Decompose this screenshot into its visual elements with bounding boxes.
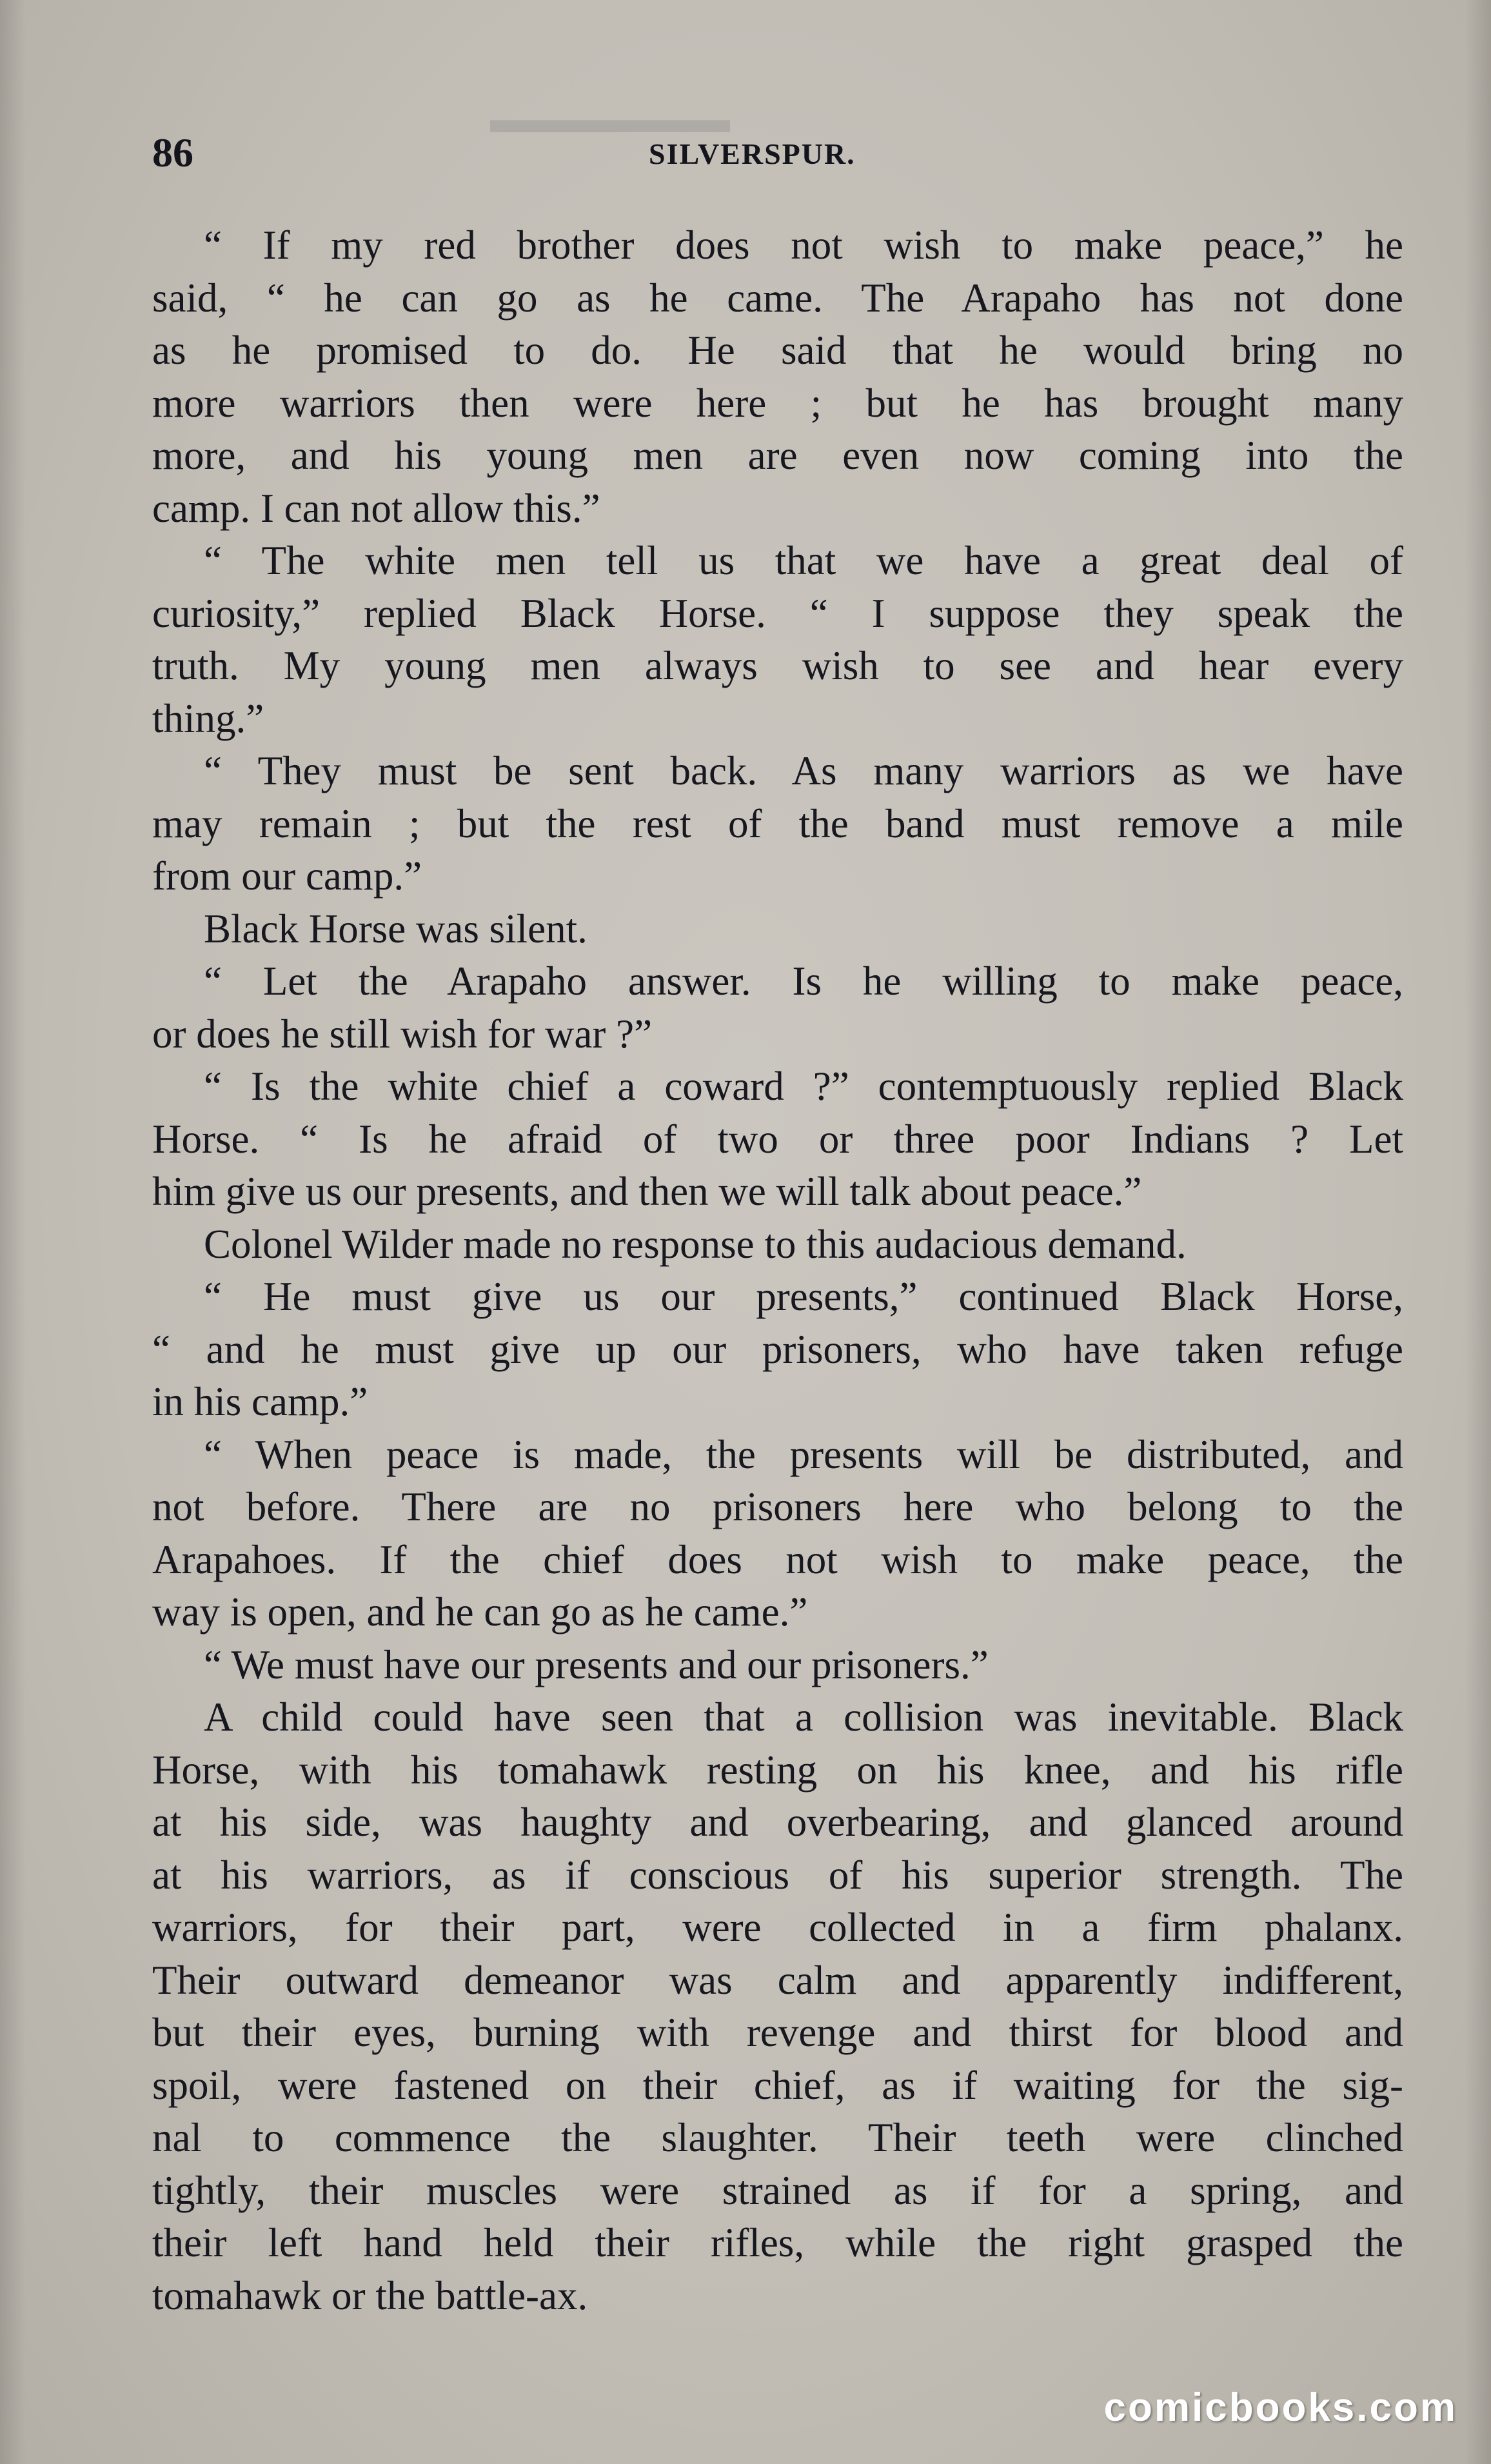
text-line: “ When peace is made, the presents will be distributed, and: [204, 1431, 1403, 1477]
text-line: spoil, were fastened on their chief, as if waiting for the sig-: [152, 2062, 1403, 2108]
text-line: nal to commence the slaughter. Their teeth were clinched: [152, 2115, 1403, 2160]
text-line: tomahawk or the battle-ax.: [152, 2272, 588, 2318]
bleed-through-text: ▬▬▬▬▬▬: [490, 97, 730, 141]
text-line: as he promised to do. He said that he would bring no: [152, 328, 1403, 373]
text-line: “ We must have our presents and our prisoners.”: [204, 1642, 989, 1687]
text-line: “ Let the Arapaho answer. Is he willing to make peace,: [204, 959, 1403, 1004]
text-line: him give us our presents, and then we will talk about peace.”: [152, 1169, 1142, 1214]
text-line: Horse, with his tomahawk resting on his knee, and his rifle: [152, 1747, 1403, 1793]
text-line: Colonel Wilder made no response to this audacious demand.: [204, 1221, 1187, 1267]
text-line: or does he still wish for war ?”: [152, 1011, 653, 1057]
text-line: “ The white men tell us that we have a great deal of: [204, 538, 1403, 583]
running-title: SILVERSPUR.: [649, 137, 856, 170]
text-line: may remain ; but the rest of the band must remove a mile: [152, 800, 1403, 846]
text-line: Horse. “ Is he afraid of two or three poor Indians ? Let: [152, 1116, 1403, 1162]
text-line: way is open, and he can go as he came.”: [152, 1589, 808, 1634]
text-line: from our camp.”: [152, 853, 422, 899]
page-header: [152, 129, 1403, 181]
text-line: not before. There are no prisoners here who belong to the: [152, 1484, 1403, 1529]
text-line: “ and he must give up our prisoners, who have taken refuge: [152, 1326, 1403, 1372]
text-line: Their outward demeanor was calm and apparently indifferent,: [152, 1957, 1403, 2003]
page-number: 86: [152, 130, 193, 175]
text-line: tightly, their muscles were strained as if for a spring, and: [152, 2167, 1403, 2213]
text-line: “ They must be sent back. As many warriors as we have: [204, 748, 1403, 793]
text-line: more warriors then were here ; but he has brought many: [152, 380, 1403, 426]
text-line: Arapahoes. If the chief does not wish to make peace, the: [152, 1536, 1403, 1582]
text-line: Black Horse was silent.: [204, 906, 588, 951]
text-line: curiosity,” replied Black Horse. “ I suppose they speak the: [152, 590, 1403, 636]
text-line: “ He must give us our presents,” continued Black Horse,: [204, 1274, 1403, 1319]
page-edge-shadow: [1465, 0, 1491, 2464]
text-line: more, and his young men are even now coming into the: [152, 433, 1403, 478]
text-line: but their eyes, burning with revenge and thirst for blood and: [152, 2010, 1403, 2055]
text-line: truth. My young men always wish to see and hear every: [152, 643, 1403, 688]
text-line: at his side, was haughty and overbearing, and glanced around: [152, 1800, 1403, 1845]
text-line: their left hand held their rifles, while the right grasped the: [152, 2220, 1403, 2265]
page-edge-shadow: [0, 0, 26, 2464]
text-line: in his camp.”: [152, 1379, 368, 1424]
text-line: “ If my red brother does not wish to make peace,” he: [204, 223, 1403, 268]
text-line: said, “ he can go as he came. The Arapaho has not done: [152, 275, 1403, 321]
text-line: camp. I can not allow this.”: [152, 485, 600, 531]
text-line: A child could have seen that a collision was inevitable. Black: [204, 1694, 1403, 1740]
body-text: [152, 219, 1403, 2322]
text-line: thing.”: [152, 695, 264, 741]
text-line: “ Is the white chief a coward ?” contemptuously replied Black: [204, 1064, 1403, 1109]
text-line: warriors, for their part, were collected in a firm phalanx.: [152, 1905, 1403, 1950]
text-line: at his warriors, as if conscious of his superior strength. The: [152, 1852, 1403, 1898]
watermark-logo: comicbooks.com: [1103, 2385, 1457, 2430]
